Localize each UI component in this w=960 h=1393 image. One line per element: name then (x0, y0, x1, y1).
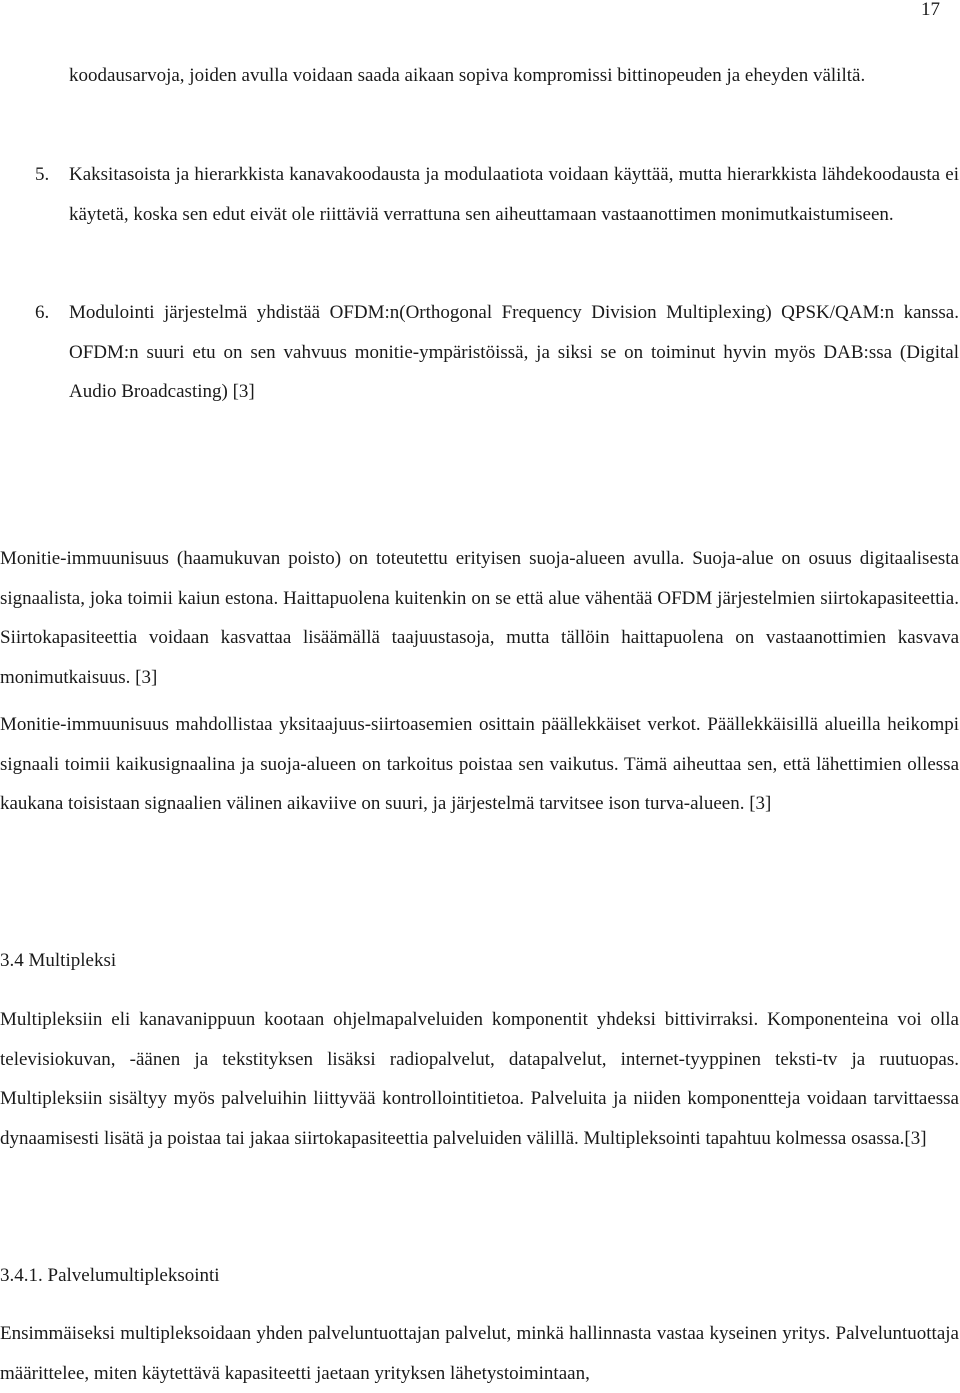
page-number: 17 (921, 0, 940, 20)
paragraph-multiplex (0, 1000, 959, 1158)
list-item-text: Kaksitasoista ja hierarkkista kanavakoodausta ja modulaatiota voidaan käyttää, mutta hierarkkista lähdekoodausta ei käytetä, koska sen edut eivät ole riittäviä verrattuna sen aiheuttamaan vastaanottimen monimutkaistumiseen. (69, 164, 959, 225)
paragraph-text: Ensimmäiseksi multipleksoidaan yhden palveluntuottajan palvelut, minkä hallinnasta vastaa kyseinen yritys. Palveluntuottaja määrittelee, miten käytettävä kapasiteetti jaetaan yrityksen lähetystoimintaan, (0, 1323, 959, 1384)
section-heading: 3.4 Multipleksi (0, 950, 117, 971)
paragraph-service (0, 1314, 959, 1393)
continuation-paragraph (69, 56, 959, 96)
paragraph-text: Monitie-immuunisuus mahdollistaa yksitaajuus-siirtoasemien osittain päällekkäiset verkot. Päällekkäisillä alueilla heikompi signaali toimii kaikusignaalina ja suoja-alueen on tarkoitus poistaa sen vaikutus. Tämä aiheuttaa sen, että lähettimien ollessa kaukana toisistaan signaalien välinen aikaviive on suuri, ja järjestelmä tarvitsee ison turva-alueen. [3] (0, 714, 959, 815)
paragraph-text: Monitie-immuunisuus (haamukuvan poisto) on toteutettu erityisen suoja-alueen avulla. Suoja-alue on osuus digitaalisesta signaalista, joka toimii kaiun estona. Haittapuolena kuitenkin on se että alue vähentää OFDM järjestelmien siirtokapasiteettia. Siirtokapasiteettia voidaan kasvattaa lisäämällä taajuustasoja, mutta tällöin haittapuolena on vastaanottimien kasvava monimutkaisuus. [3] (0, 548, 959, 688)
paragraph-immunity-2 (0, 705, 959, 824)
list-item-5 (35, 155, 959, 234)
list-item-text: Modulointi järjestelmä yhdistää OFDM:n(Orthogonal Frequency Division Multiplexing) QPSK/QAM:n kanssa. OFDM:n suuri etu on sen vahvuus monitie-ympäristöissä, ja siksi se on toiminut hyvin myös DAB:ssa (Digital Audio Broadcasting) [3] (69, 302, 959, 403)
subsection-heading: 3.4.1. Palvelumultipleksointi (0, 1265, 220, 1286)
paragraph-text: Multipleksiin eli kanavanippuun kootaan ohjelmapalveluiden komponentit yhdeksi bittivirraksi. Komponenteina voi olla televisiokuvan, -äänen ja tekstityksen lisäksi radiopalvelut, datapalvelut, internet-tyyppinen teksti-tv ja ruutuopas. Multipleksiin sisältyy myös palveluihin liittyvää kontrollointitietoa. Palveluita ja niiden komponentteja voidaan tarvittaessa dynaamisesti lisätä ja poistaa tai jakaa siirtokapasiteettia palveluiden välillä. Multipleksointi tapahtuu kolmessa osassa.[3] (0, 1009, 959, 1149)
list-item-number: 5. (35, 164, 50, 185)
list-item-6 (35, 293, 959, 412)
list-item-number: 6. (35, 302, 50, 323)
paragraph-immunity-1 (0, 539, 959, 697)
continuation-text: koodausarvoja, joiden avulla voidaan saada aikaan sopiva kompromissi bittinopeuden ja eheyden väliltä. (69, 65, 866, 86)
